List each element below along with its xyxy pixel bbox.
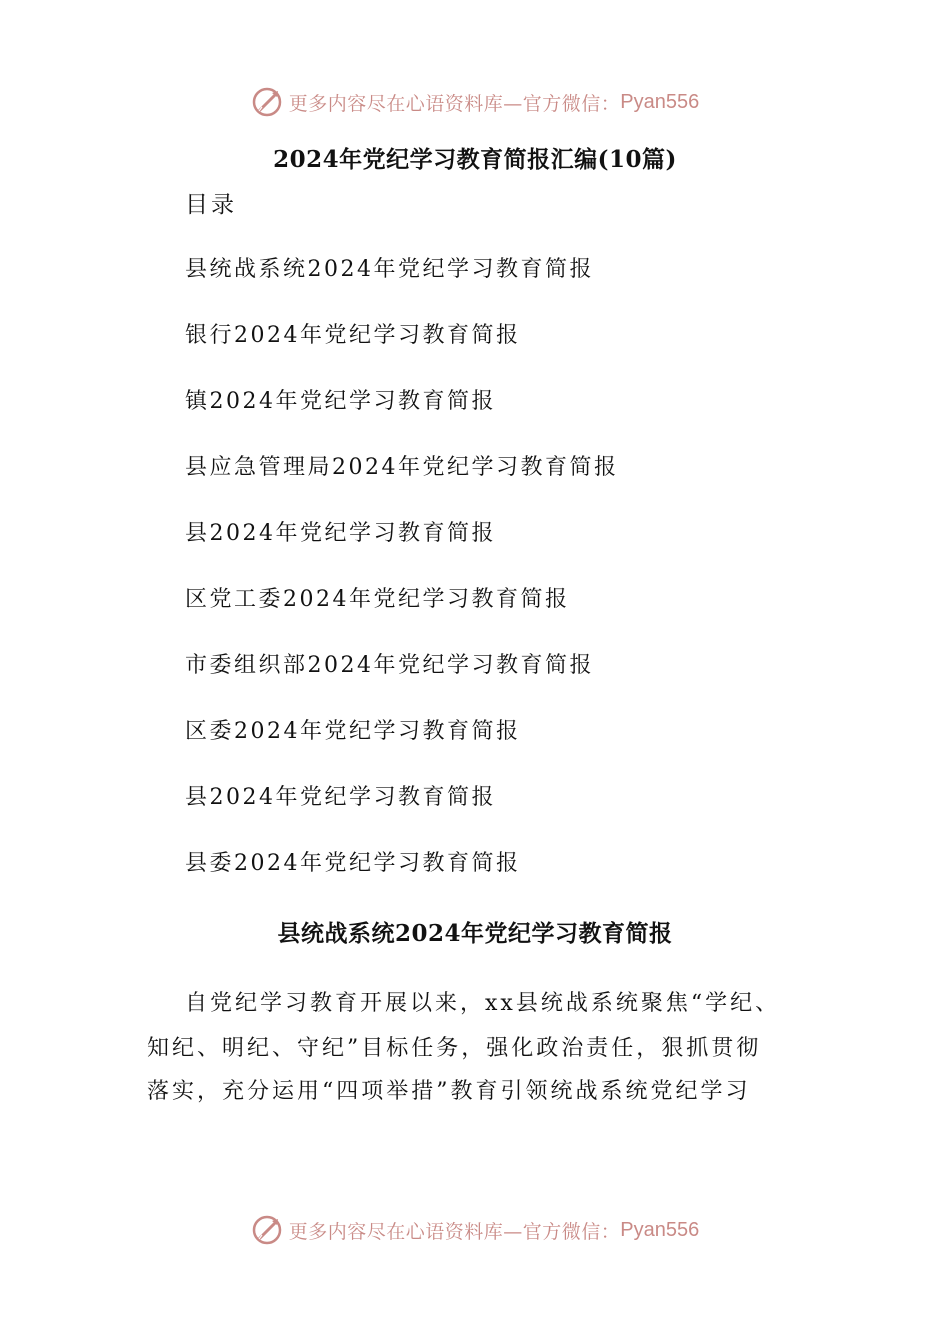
watermark-wechat-id: Pyan556: [620, 1218, 700, 1241]
watermark-text: 更多内容尽在心语资料库—官方微信：: [288, 92, 621, 115]
document-title: 2024年党纪学习教育简报汇编(10篇): [273, 146, 677, 173]
toc-heading: 目录: [185, 192, 237, 218]
watermark-text: 更多内容尽在心语资料库—官方微信：: [288, 1220, 621, 1243]
toc-item: 区党工委2024年党纪学习教育简报: [185, 587, 570, 612]
toc-item: 县统战系统2024年党纪学习教育简报: [185, 257, 594, 282]
toc-item: 市委组织部2024年党纪学习教育简报: [185, 653, 594, 678]
toc-item: 县2024年党纪学习教育简报: [185, 521, 496, 546]
toc-item: 县应急管理局2024年党纪学习教育简报: [185, 455, 619, 480]
toc-item: 区委2024年党纪学习教育简报: [185, 719, 521, 744]
header-watermark: [0, 82, 950, 122]
watermark-content: [251, 1213, 699, 1247]
pen-logo-icon: [251, 85, 285, 119]
toc-item: 银行2024年党纪学习教育简报: [185, 323, 521, 348]
watermark-content: [251, 85, 699, 119]
section-title: 县统战系统2024年党纪学习教育简报: [277, 920, 673, 947]
toc-list: [185, 250, 619, 910]
toc-item: 县委2024年党纪学习教育简报: [185, 851, 521, 876]
pen-logo-icon: [251, 1213, 285, 1247]
toc-item: 县2024年党纪学习教育简报: [185, 785, 496, 810]
paragraph-line-2: 知纪、明纪、守纪”目标任务，强化政治责任，狠抓贯彻: [147, 1036, 762, 1061]
toc-item: 镇2024年党纪学习教育简报: [185, 389, 496, 414]
watermark-wechat-id: Pyan556: [620, 90, 700, 113]
paragraph-line-3: 落实，充分运用“四项举措”教育引领统战系统党纪学习: [147, 1079, 751, 1104]
paragraph-line-1: 自党纪学习教育开展以来，xx县统战系统聚焦“学纪、: [185, 991, 781, 1016]
footer-watermark: [0, 1210, 950, 1250]
